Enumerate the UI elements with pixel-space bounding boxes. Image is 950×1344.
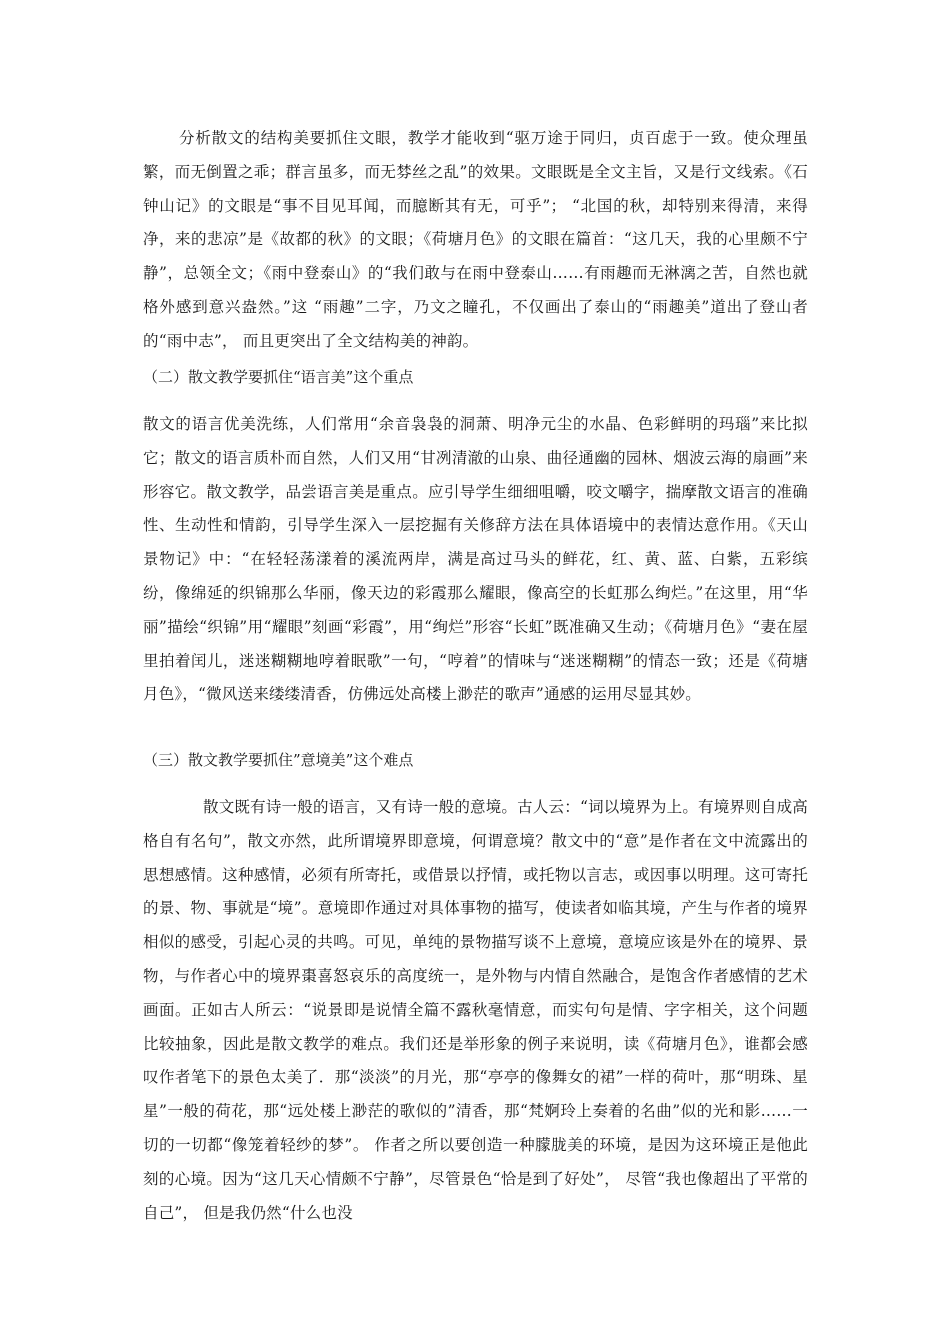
paragraph-artistic-conception: 散文既有诗一般的语言，又有诗一般的意境。古人云：“词以境界为上。有境界则自成高格自有名句”，散文亦然，此所谓境界即意境，何谓意境？散文中的“意”是作者在文中流露出的思想感情。这种感情，必须有所寄托，或借景以抒情，或托物以言志，或因事以明理。这可寄托的景、物、事就是“境”。意境即作通过对具体事物的描写，使读者如临其境，产生与作者的境界相似的感受，引起心灵的共鸣。可见，单纯的景物描写谈不上意境，意境应该是外在的境界、景物，与作者心中的境界棗喜怒哀乐的高度统一，是外物与内情自然融合，是饱含作者感情的艺术画面。正如古人所云：“说景即是说情全篇不露秋毫情意，而实句句是情、字字相关，这个问题比较抽象，因此是散文教学的难点。我们还是举形象的例子来说明，读《荷塘月色》，谁都会感叹作者笔下的景色太美了．那“淡淡”的月光，那“亭亭的像舞女的裙”一样的荷叶，那“明珠、星星”一般的荷花，那“远处楼上渺茫的歌似的”清香，那“梵婀玲上奏着的名曲”似的光和影……一切的一切都“像笼着轻纱的梦”。 作者之所以要创造一种朦胧美的环境，是因为这环境正是他此刻的心境。因为“这几天心情颇不宁静”，尽管景色“恰是到了好处”， 尽管“我也像超出了平常的自己”， 但是我仍然“什么也没 (143, 798, 808, 1222)
paragraph-language-beauty: 散文的语言优美洗练，人们常用“余音袅袅的洞萧、明净元尘的水晶、色彩鲜明的玛瑙”来比拟它；散文的语言质朴而自然，人们又用“甘冽清澈的山泉、曲径通幽的园林、烟波云海的扇画”来形容它。散文教学，品尝语言美是重点。应引导学生细细咀嚼，咬文嚼字，揣摩散文语言的准确性、生动性和情韵，引导学生深入一层挖掘有关修辞方法在具体语境中的表情达意作用。《天山景物记》中：“在轻轻荡漾着的溪流两岸，满是高过马头的鲜花，红、黄、蓝、白紫，五彩缤纷，像绵延的织锦那么华丽，像天边的彩霞那么耀眼，像高空的长虹那么绚烂。”在这里，用“华丽”描绘“织锦”用“耀眼”刻画“彩霞”，用“绚烂”形容“长虹”既准确又生动；《荷塘月色》“妻在屋里拍着闰儿，迷迷糊糊地哼着眠歌”一句，“哼着”的情味与“迷迷糊糊”的情态一致；还是《荷塘月色》，“微风送来缕缕清香，仿佛远处高楼上渺茫的歌声”通感的运用尽显其妙。 (143, 415, 808, 704)
section-heading-artistic-conception: （三）散文教学要抓住”意境美”这个难点 (143, 751, 414, 769)
section-heading-language-beauty: （二）散文教学要抓住“语言美”这个重点 (143, 368, 414, 386)
paragraph-structure-beauty: 分析散文的结构美要抓住文眼，教学才能收到“驱万途于同归，贞百虑于一致。使众理虽繁，而无倒置之乖；群言虽多，而无棼丝之乱”的效果。文眼既是全文主旨，又是行文线索。《石钟山记》的文眼是“事不目见耳闻，而臆断其有无，可乎”； “北国的秋，却特别来得清，来得净，来的悲凉”是《故都的秋》的文眼；《荷塘月色》的文眼在篇首：“这几天，我的心里颇不宁静”，总领全文；《雨中登泰山》的“我们敢与在雨中登泰山……有雨趣而无淋漓之苦，自然也就格外感到意兴盎然。”这 “雨趣”二字，乃文之瞳孔，不仅画出了泰山的“雨趣美”道出了登山者的“雨中志”， 而且更突出了全文结构美的神韵。 (143, 129, 808, 350)
